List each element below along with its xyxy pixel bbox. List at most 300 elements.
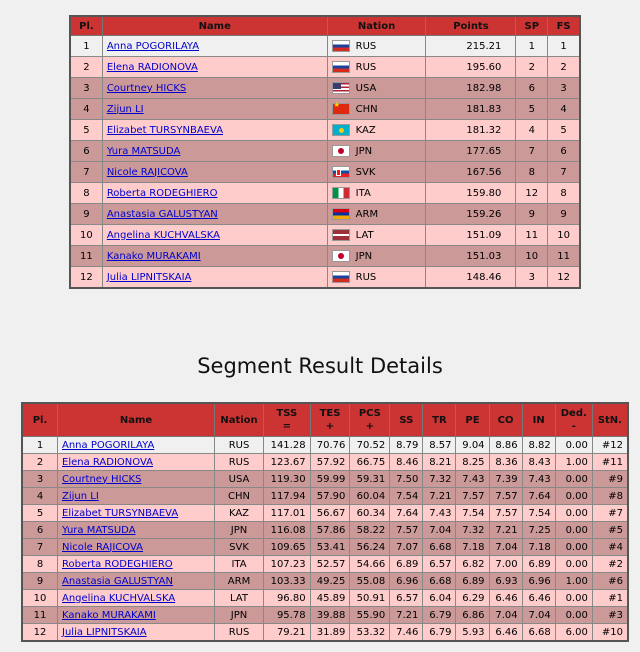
skater-name-cell — [58, 573, 215, 590]
place-cell: 3 — [22, 471, 58, 488]
skater-name-cell — [58, 505, 215, 522]
nation-cell: RUS — [215, 454, 264, 471]
nation-cell — [327, 78, 426, 99]
nation-code: USA — [355, 82, 377, 94]
tr-cell: 6.79 — [423, 624, 456, 642]
co-cell: 7.57 — [489, 505, 522, 522]
pe-cell: 6.29 — [456, 590, 489, 607]
nation-cell: JPN — [215, 522, 264, 539]
skater-name-cell — [102, 36, 327, 57]
start-number-cell: #8 — [592, 488, 628, 505]
start-number-cell: #2 — [592, 556, 628, 573]
skater-name-cell — [102, 246, 327, 267]
header-ded — [555, 403, 592, 437]
tes-cell: 39.88 — [310, 607, 350, 624]
table-row — [70, 141, 580, 162]
tr-cell: 6.68 — [423, 539, 456, 556]
tss-cell: 117.94 — [264, 488, 311, 505]
pcs-cell: 53.32 — [350, 624, 390, 642]
fs-rank-cell: 12 — [548, 267, 580, 289]
header-label: IN — [532, 414, 545, 426]
ded-cell: 0.00 — [555, 488, 592, 505]
skater-name-cell — [58, 488, 215, 505]
in-cell: 8.82 — [522, 437, 555, 454]
svk-flag-icon — [332, 166, 350, 178]
header-points: Points — [426, 16, 516, 36]
pcs-cell: 55.90 — [350, 607, 390, 624]
start-number-cell: #5 — [592, 522, 628, 539]
nation-cell — [327, 120, 426, 141]
header-operator: = — [282, 421, 291, 432]
place-cell: 6 — [22, 522, 58, 539]
skater-link[interactable]: Kanako MURAKAMI — [62, 609, 156, 621]
place-cell: 4 — [70, 99, 102, 120]
pcs-cell: 59.31 — [350, 471, 390, 488]
sp-rank-cell: 1 — [516, 36, 548, 57]
nation-code: ARM — [355, 208, 379, 220]
skater-name-cell — [102, 204, 327, 225]
table-row — [22, 488, 628, 505]
header-label: StN. — [597, 414, 622, 426]
start-number-cell: #7 — [592, 505, 628, 522]
nation-cell — [327, 99, 426, 120]
tr-cell: 7.32 — [423, 471, 456, 488]
fs-rank-cell: 3 — [548, 78, 580, 99]
start-number-cell: #6 — [592, 573, 628, 590]
nation-cell: CHN — [215, 488, 264, 505]
pe-cell: 7.18 — [456, 539, 489, 556]
pe-cell: 6.89 — [456, 573, 489, 590]
skater-name-cell — [58, 556, 215, 573]
ded-cell: 0.00 — [555, 607, 592, 624]
tes-cell: 53.41 — [310, 539, 350, 556]
ss-cell: 7.57 — [390, 522, 423, 539]
table-row — [70, 78, 580, 99]
place-cell: 9 — [22, 573, 58, 590]
header-in — [522, 403, 555, 437]
place-cell: 6 — [70, 141, 102, 162]
overall-header-row — [70, 16, 580, 36]
sp-rank-cell: 4 — [516, 120, 548, 141]
table-row — [70, 225, 580, 246]
place-cell: 3 — [70, 78, 102, 99]
chn-flag-icon — [332, 103, 350, 115]
pe-cell: 6.82 — [456, 556, 489, 573]
tss-cell: 107.23 — [264, 556, 311, 573]
header-fs: FS — [548, 16, 580, 36]
nation-code: LAT — [355, 229, 374, 241]
skater-link[interactable]: Courtney HICKS — [106, 82, 187, 94]
ded-cell: 6.00 — [555, 624, 592, 642]
tss-cell: 141.28 — [264, 437, 311, 454]
rus-flag-icon — [332, 61, 350, 73]
place-cell: 7 — [70, 162, 102, 183]
skater-link[interactable]: Julia LIPNITSKAIA — [106, 271, 192, 283]
skater-link[interactable]: Angelina KUCHVALSKA — [62, 592, 176, 604]
in-cell: 8.43 — [522, 454, 555, 471]
table-row — [22, 522, 628, 539]
skater-link[interactable]: Courtney HICKS — [62, 473, 142, 485]
ded-cell: 0.00 — [555, 505, 592, 522]
tr-cell: 7.21 — [423, 488, 456, 505]
nation-cell — [327, 36, 426, 57]
tr-cell: 8.21 — [423, 454, 456, 471]
tss-cell: 123.67 — [264, 454, 311, 471]
nation-code: SVK — [355, 166, 376, 178]
co-cell: 7.21 — [489, 522, 522, 539]
table-row — [22, 437, 628, 454]
pe-cell: 7.43 — [456, 471, 489, 488]
skater-link[interactable]: Anna POGORILAYA — [106, 40, 200, 52]
skater-name-cell — [58, 437, 215, 454]
ded-cell: 0.00 — [555, 437, 592, 454]
skater-link[interactable]: Yura MATSUDA — [106, 145, 181, 157]
table-row — [22, 624, 628, 642]
header-label: TR — [432, 414, 447, 426]
co-cell: 7.04 — [489, 607, 522, 624]
pe-cell: 9.04 — [456, 437, 489, 454]
skater-name-cell — [58, 590, 215, 607]
tes-cell: 45.89 — [310, 590, 350, 607]
co-cell: 6.46 — [489, 624, 522, 642]
place-cell: 10 — [70, 225, 102, 246]
skater-name-cell — [102, 120, 327, 141]
header-tss — [264, 403, 311, 437]
ss-cell: 7.21 — [390, 607, 423, 624]
ita-flag-icon — [332, 187, 350, 199]
place-cell: 12 — [22, 624, 58, 642]
nation-code: JPN — [355, 145, 373, 157]
tes-cell: 57.86 — [310, 522, 350, 539]
ded-cell: 1.00 — [555, 454, 592, 471]
fs-rank-cell: 10 — [548, 225, 580, 246]
nation-code: ITA — [355, 187, 371, 199]
tss-cell: 117.01 — [264, 505, 311, 522]
usa-flag-icon — [332, 82, 350, 94]
nation-cell: SVK — [215, 539, 264, 556]
nation-cell — [327, 141, 426, 162]
in-cell: 6.96 — [522, 573, 555, 590]
tr-cell: 7.04 — [423, 522, 456, 539]
place-cell: 2 — [70, 57, 102, 78]
tr-cell: 6.79 — [423, 607, 456, 624]
points-cell: 177.65 — [426, 141, 516, 162]
fs-rank-cell: 7 — [548, 162, 580, 183]
skater-name-cell — [58, 624, 215, 642]
table-row — [22, 573, 628, 590]
nation-cell: RUS — [215, 624, 264, 642]
header-name — [58, 403, 215, 437]
in-cell: 6.46 — [522, 590, 555, 607]
co-cell: 7.57 — [489, 488, 522, 505]
co-cell: 6.46 — [489, 590, 522, 607]
skater-link[interactable]: Nicole RAJICOVA — [106, 166, 188, 178]
skater-name-cell — [58, 522, 215, 539]
header-operator: + — [365, 421, 375, 432]
table-row — [70, 183, 580, 204]
skater-name-cell — [58, 607, 215, 624]
place-cell: 4 — [22, 488, 58, 505]
tes-cell: 70.76 — [310, 437, 350, 454]
segment-results-table — [21, 402, 629, 642]
sp-rank-cell: 3 — [516, 267, 548, 289]
in-cell: 6.89 — [522, 556, 555, 573]
nation-cell: RUS — [215, 437, 264, 454]
start-number-cell: #9 — [592, 471, 628, 488]
pcs-cell: 60.34 — [350, 505, 390, 522]
points-cell: 167.56 — [426, 162, 516, 183]
nation-code: RUS — [355, 61, 377, 73]
tr-cell: 7.43 — [423, 505, 456, 522]
header-nation: Nation — [327, 16, 426, 36]
header-operator: - — [571, 421, 576, 432]
header-pe — [456, 403, 489, 437]
nation-code: CHN — [355, 103, 378, 115]
in-cell: 7.18 — [522, 539, 555, 556]
header-label: Ded. — [560, 408, 587, 419]
place-cell: 5 — [70, 120, 102, 141]
co-cell: 6.93 — [489, 573, 522, 590]
skater-link[interactable]: Kanako MURAKAMI — [106, 250, 201, 262]
place-cell: 10 — [22, 590, 58, 607]
sp-rank-cell: 11 — [516, 225, 548, 246]
points-cell: 159.26 — [426, 204, 516, 225]
nation-cell: USA — [215, 471, 264, 488]
skater-link[interactable]: Anastasia GALUSTYAN — [62, 575, 173, 587]
ss-cell: 6.57 — [390, 590, 423, 607]
header-name: Name — [102, 16, 327, 36]
skater-name-cell — [102, 57, 327, 78]
points-cell: 151.09 — [426, 225, 516, 246]
jpn-flag-icon — [332, 145, 350, 157]
ss-cell: 6.96 — [390, 573, 423, 590]
table-row — [70, 36, 580, 57]
start-number-cell: #4 — [592, 539, 628, 556]
points-cell: 181.83 — [426, 99, 516, 120]
skater-link[interactable]: Elizabet TURSYNBAEVA — [62, 507, 179, 519]
nation-cell — [327, 183, 426, 204]
table-row — [70, 120, 580, 141]
skater-link[interactable]: Roberta RODEGHIERO — [62, 558, 173, 570]
nation-cell — [327, 267, 426, 289]
skater-link[interactable]: Elena RADIONOVA — [62, 456, 154, 468]
sp-rank-cell: 8 — [516, 162, 548, 183]
header-tes — [310, 403, 350, 437]
place-cell: 8 — [22, 556, 58, 573]
ss-cell: 7.46 — [390, 624, 423, 642]
header-operator: + — [325, 421, 335, 432]
points-cell: 195.60 — [426, 57, 516, 78]
tss-cell: 109.65 — [264, 539, 311, 556]
sp-rank-cell: 2 — [516, 57, 548, 78]
pcs-cell: 58.22 — [350, 522, 390, 539]
skater-link[interactable]: Julia LIPNITSKAIA — [62, 626, 147, 638]
sp-rank-cell: 7 — [516, 141, 548, 162]
points-cell: 182.98 — [426, 78, 516, 99]
in-cell: 7.54 — [522, 505, 555, 522]
tr-cell: 6.68 — [423, 573, 456, 590]
ded-cell: 0.00 — [555, 539, 592, 556]
table-row — [70, 246, 580, 267]
ss-cell: 8.46 — [390, 454, 423, 471]
rus-flag-icon — [332, 271, 350, 283]
fs-rank-cell: 6 — [548, 141, 580, 162]
nation-cell — [327, 204, 426, 225]
pcs-cell: 70.52 — [350, 437, 390, 454]
points-cell: 181.32 — [426, 120, 516, 141]
sp-rank-cell: 12 — [516, 183, 548, 204]
nation-cell — [327, 162, 426, 183]
fs-rank-cell: 8 — [548, 183, 580, 204]
header-pcs — [350, 403, 390, 437]
tes-cell: 56.67 — [310, 505, 350, 522]
sp-rank-cell: 9 — [516, 204, 548, 225]
sp-rank-cell: 6 — [516, 78, 548, 99]
place-cell: 2 — [22, 454, 58, 471]
fs-rank-cell: 2 — [548, 57, 580, 78]
nation-cell: JPN — [215, 607, 264, 624]
skater-link[interactable]: Yura MATSUDA — [62, 524, 136, 536]
place-cell: 12 — [70, 267, 102, 289]
table-row — [22, 556, 628, 573]
skater-link[interactable]: Nicole RAJICOVA — [62, 541, 143, 553]
tss-cell: 119.30 — [264, 471, 311, 488]
nation-cell — [327, 225, 426, 246]
arm-flag-icon — [332, 208, 350, 220]
skater-name-cell — [102, 99, 327, 120]
in-cell: 6.68 — [522, 624, 555, 642]
table-row — [22, 590, 628, 607]
ded-cell: 0.00 — [555, 590, 592, 607]
header-label: PE — [465, 414, 480, 426]
rus-flag-icon — [332, 40, 350, 52]
skater-link[interactable]: Anastasia GALUSTYAN — [106, 208, 218, 220]
fs-rank-cell: 9 — [548, 204, 580, 225]
nation-cell: ARM — [215, 573, 264, 590]
nation-cell: ITA — [215, 556, 264, 573]
tr-cell: 8.57 — [423, 437, 456, 454]
header-nation — [215, 403, 264, 437]
in-cell: 7.04 — [522, 607, 555, 624]
segment-header-row — [22, 403, 628, 437]
start-number-cell: #10 — [592, 624, 628, 642]
fs-rank-cell: 4 — [548, 99, 580, 120]
ss-cell: 7.64 — [390, 505, 423, 522]
pe-cell: 7.32 — [456, 522, 489, 539]
pe-cell: 6.86 — [456, 607, 489, 624]
segment-title: Segment Result Details — [197, 354, 443, 378]
skater-name-cell — [58, 471, 215, 488]
ss-cell: 7.54 — [390, 488, 423, 505]
skater-name-cell — [102, 183, 327, 204]
skater-link[interactable]: Elena RADIONOVA — [106, 61, 198, 73]
skater-name-cell — [58, 454, 215, 471]
start-number-cell: #12 — [592, 437, 628, 454]
skater-name-cell — [102, 78, 327, 99]
pcs-cell: 55.08 — [350, 573, 390, 590]
ded-cell: 0.00 — [555, 522, 592, 539]
nation-code: JPN — [355, 250, 373, 262]
pe-cell: 8.25 — [456, 454, 489, 471]
pcs-cell: 54.66 — [350, 556, 390, 573]
header-place — [22, 403, 58, 437]
nation-cell — [327, 246, 426, 267]
tes-cell: 59.99 — [310, 471, 350, 488]
table-row — [70, 99, 580, 120]
tss-cell: 116.08 — [264, 522, 311, 539]
skater-link[interactable]: Anna POGORILAYA — [62, 439, 155, 451]
pe-cell: 5.93 — [456, 624, 489, 642]
table-row — [22, 505, 628, 522]
place-cell: 1 — [70, 36, 102, 57]
skater-link[interactable]: Zijun LI — [62, 490, 99, 502]
start-number-cell: #11 — [592, 454, 628, 471]
header-place: Pl. — [70, 16, 102, 36]
table-row — [22, 454, 628, 471]
ss-cell: 7.50 — [390, 471, 423, 488]
co-cell: 7.04 — [489, 539, 522, 556]
table-row — [22, 471, 628, 488]
tss-cell: 79.21 — [264, 624, 311, 642]
in-cell: 7.25 — [522, 522, 555, 539]
overall-results-table — [69, 15, 581, 289]
header-label: TES — [319, 408, 341, 419]
skater-name-cell — [58, 539, 215, 556]
header-label: CO — [497, 414, 514, 426]
header-label: PCS — [358, 408, 381, 419]
nation-code: RUS — [355, 271, 377, 283]
skater-link[interactable]: Roberta RODEGHIERO — [106, 187, 218, 199]
pcs-cell: 56.24 — [350, 539, 390, 556]
header-label: Pl. — [32, 414, 48, 426]
sp-rank-cell: 5 — [516, 99, 548, 120]
skater-link[interactable]: Zijun LI — [106, 103, 144, 115]
ded-cell: 1.00 — [555, 573, 592, 590]
pcs-cell: 66.75 — [350, 454, 390, 471]
header-label: TSS — [276, 408, 298, 419]
pcs-cell: 60.04 — [350, 488, 390, 505]
header-co — [489, 403, 522, 437]
start-number-cell: #1 — [592, 590, 628, 607]
skater-name-cell — [102, 141, 327, 162]
in-cell: 7.43 — [522, 471, 555, 488]
co-cell: 7.00 — [489, 556, 522, 573]
header-label: SS — [399, 414, 414, 426]
header-stn — [592, 403, 628, 437]
points-cell: 215.21 — [426, 36, 516, 57]
header-label: Name — [119, 414, 153, 426]
header-ss — [390, 403, 423, 437]
fs-rank-cell: 5 — [548, 120, 580, 141]
pe-cell: 7.54 — [456, 505, 489, 522]
header-tr — [423, 403, 456, 437]
table-row — [70, 267, 580, 289]
skater-link[interactable]: Elizabet TURSYNBAEVA — [106, 124, 224, 136]
table-row — [22, 607, 628, 624]
pcs-cell: 50.91 — [350, 590, 390, 607]
sp-rank-cell: 10 — [516, 246, 548, 267]
table-row — [70, 162, 580, 183]
points-cell: 151.03 — [426, 246, 516, 267]
points-cell: 148.46 — [426, 267, 516, 289]
tss-cell: 103.33 — [264, 573, 311, 590]
skater-link[interactable]: Angelina KUCHVALSKA — [106, 229, 220, 241]
tss-cell: 95.78 — [264, 607, 311, 624]
ss-cell: 6.89 — [390, 556, 423, 573]
header-label: Nation — [220, 414, 258, 426]
table-row — [70, 204, 580, 225]
nation-code: KAZ — [355, 124, 376, 136]
